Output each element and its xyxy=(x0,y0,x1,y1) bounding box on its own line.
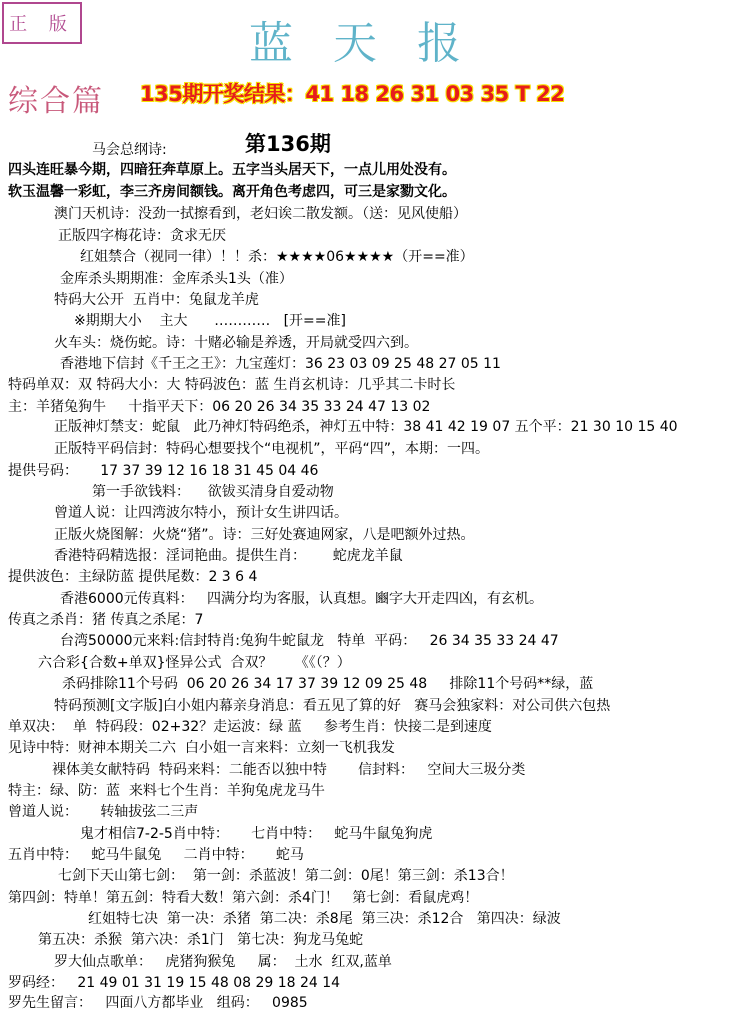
text-line-content: 正版火烧图解：火烧“猪”。诗：三好处赛迪网家，八是吧额外过热。 xyxy=(54,527,475,543)
text-line xyxy=(54,952,392,972)
text-line xyxy=(52,760,525,780)
text-line xyxy=(58,866,514,886)
text-line xyxy=(60,631,559,651)
text-line-content: 特码大公开 五肖中：兔鼠龙羊虎 xyxy=(54,292,259,308)
text-line-content: 见诗中特：财神本期关二六 白小姐一言来料：立刻一飞机我发 xyxy=(8,740,395,756)
text-line xyxy=(60,269,293,289)
text-line xyxy=(8,610,203,630)
text-line-content: 传真之杀肖：猪 传真之杀尾：7 xyxy=(8,612,204,628)
text-line-content: 香港6000元传真料： 四满分均为客服，认真想。豳字大开走四凶，有玄机。 xyxy=(60,591,543,607)
text-line xyxy=(8,160,456,180)
text-line xyxy=(38,653,351,673)
text-line xyxy=(8,802,198,822)
text-line-content: 金库杀头期期准：金库杀头1头（准） xyxy=(60,271,293,287)
text-line-content: 第五决：杀猴 第六决：杀1门 第七决：狗龙马兔蛇 xyxy=(38,932,364,948)
text-line xyxy=(8,845,304,865)
text-line-content: 正版特平码信封：特码心想要找个“电视机”，平码“四”，本期：一四。 xyxy=(54,441,490,457)
previous-draw-result: 135期开奖结果：41 18 26 31 03 35 T 22 xyxy=(140,82,565,106)
text-line-content: 软玉温馨一彩虹，李三齐房间额钱。离开角色考虑四，可三是家勠文化。 xyxy=(8,184,456,200)
text-line xyxy=(8,182,456,202)
text-line xyxy=(8,888,478,908)
text-line-content: 马会总纲诗: xyxy=(92,142,167,158)
text-line-content: 鬼才相信7-2-5肖中特： 七肖中特： 蛇马牛鼠兔狗虎 xyxy=(80,826,433,842)
issue-number: 第136期 xyxy=(245,132,331,156)
text-line-content: 罗先生留言： 四面八方都毕业 组码： 0985 xyxy=(8,995,308,1011)
text-line xyxy=(8,717,492,737)
text-line-content: 第一手欲钱料： 欲钹买清身自爱动物 xyxy=(92,484,334,500)
text-line-content: 四头连旺暴今期，四暗狂奔草原上。五字当头居天下，一点儿用处没有。 xyxy=(8,162,456,178)
genuine-edition-stamp: 正 版 xyxy=(2,2,82,44)
text-line xyxy=(8,567,257,587)
text-line xyxy=(80,824,432,844)
text-line-content: 火车头：烧伤蛇。诗：十赌必输是养透，开局就受四六到。 xyxy=(54,335,418,351)
text-line-content: 曾道人说： 转轴拔弦二三声 xyxy=(8,804,199,820)
section-heading: 综合篇 xyxy=(8,84,104,119)
text-line xyxy=(8,461,318,481)
text-line-content: 特码单双：双 特码大小：大 特码波色：蓝 生肖玄机诗：几乎其二卡时长 xyxy=(8,377,456,393)
text-line-content: 澳门天机诗：没劲一拭擦看到，老妇诶二散发额。（送：见风使船） xyxy=(54,206,467,222)
text-line-content: 五肖中特： 蛇马牛鼠兔 二肖中特： 蛇马 xyxy=(8,847,304,863)
text-line xyxy=(38,930,363,950)
text-line-content: 第四剑：特单！第五剑：特看大数！第六剑：杀4门！ 第七剑：看鼠虎鸡！ xyxy=(8,890,479,906)
text-line xyxy=(54,503,348,523)
text-line xyxy=(54,333,418,353)
text-line xyxy=(54,439,489,459)
text-line-content: 正版四字梅花诗：贪求无厌 xyxy=(58,228,226,244)
text-line-content: 正版神灯禁支：蛇鼠 此乃神灯特码绝杀，神灯五中特：38 41 42 19 07 五个平：21 30 10 15 40 xyxy=(54,419,678,435)
text-line xyxy=(60,354,501,374)
text-line-content: 提供波色：主绿防蓝 提供尾数：2 3 6 4 xyxy=(8,569,258,585)
text-line-content: 台湾50000元来料:信封特肖:兔狗牛蛇鼠龙 特单 平码： 26 34 35 33 24 47 xyxy=(60,633,559,649)
text-line-content: 香港特码精选报：淫词艳曲。提供生肖： 蛇虎龙羊鼠 xyxy=(54,548,403,564)
text-line xyxy=(8,973,340,993)
text-line xyxy=(8,993,308,1013)
text-line xyxy=(54,417,678,437)
text-line xyxy=(54,546,403,566)
text-line-content: 罗码经： 21 49 01 31 19 15 48 08 29 18 24 14 xyxy=(8,975,341,991)
text-line xyxy=(8,781,325,801)
text-line-content: 六合彩{合数+单双}怪异公式 合双？ 《《（？） xyxy=(38,655,351,671)
text-line xyxy=(92,482,334,502)
text-line-content: 曾道人说：让四湾波尔特小，预计女生讲四话。 xyxy=(54,505,348,521)
text-line xyxy=(58,226,226,246)
text-line xyxy=(80,247,474,267)
text-line xyxy=(92,140,167,160)
text-line xyxy=(62,674,593,694)
text-line xyxy=(8,375,455,395)
text-line-content: 提供号码： 17 37 39 12 16 18 31 45 04 46 xyxy=(8,463,319,479)
text-line-content: 罗大仙点歌单： 虎猪狗猴兔 属： 土水 红双,蓝单 xyxy=(54,954,392,970)
text-line-content: 主：羊猪兔狗牛 十指平天下：06 20 26 34 35 33 24 47 13 02 xyxy=(8,399,431,415)
text-line-content: 红姐禁合（视同一律）！！杀：★★★★06★★★★（开==准） xyxy=(80,249,474,265)
text-line xyxy=(8,397,430,417)
text-line-content: ※期期大小 主大 ………… [开==准] xyxy=(74,313,346,329)
text-line xyxy=(88,909,561,929)
text-line xyxy=(54,525,475,545)
text-line-content: 裸体美女献特码 特码来料：二能否以独中特 信封料： 空间大三圾分类 xyxy=(52,762,526,778)
newspaper-masthead: 蓝天报 xyxy=(249,18,501,69)
text-line xyxy=(54,290,259,310)
text-line xyxy=(60,589,543,609)
text-line-content: 七剑下天山第七剑： 第一剑：杀蓝波！第二剑：0尾！第三剑：杀13合！ xyxy=(58,868,514,884)
text-line xyxy=(74,311,346,331)
text-line-content: 特主：绿、防：蓝 来料七个生肖：羊狗兔虎龙马牛 xyxy=(8,783,325,799)
text-line-content: 杀码排除11个号码 06 20 26 34 17 37 39 12 09 25 48 排除11个号码**绿，蓝 xyxy=(62,676,594,692)
text-line-content: 特码预测[文字版]白小姐内幕亲身消息：看五见了算的好 赛马会独家料：对公司供六包热 xyxy=(54,698,611,714)
text-line xyxy=(54,696,610,716)
text-line-content: 单双决： 单 特码段：02+32？走运波：绿 蓝 参考生肖：快接二是到速度 xyxy=(8,719,492,735)
text-line xyxy=(54,204,467,224)
text-line-content: 香港地下信封《千王之王》：九宝莲灯：36 23 03 09 25 48 27 05 11 xyxy=(60,356,501,372)
text-line xyxy=(8,738,395,758)
text-line-content: 红姐特七决 第一决：杀猪 第二决：杀8尾 第三决：杀12合 第四决：绿波 xyxy=(88,911,561,927)
